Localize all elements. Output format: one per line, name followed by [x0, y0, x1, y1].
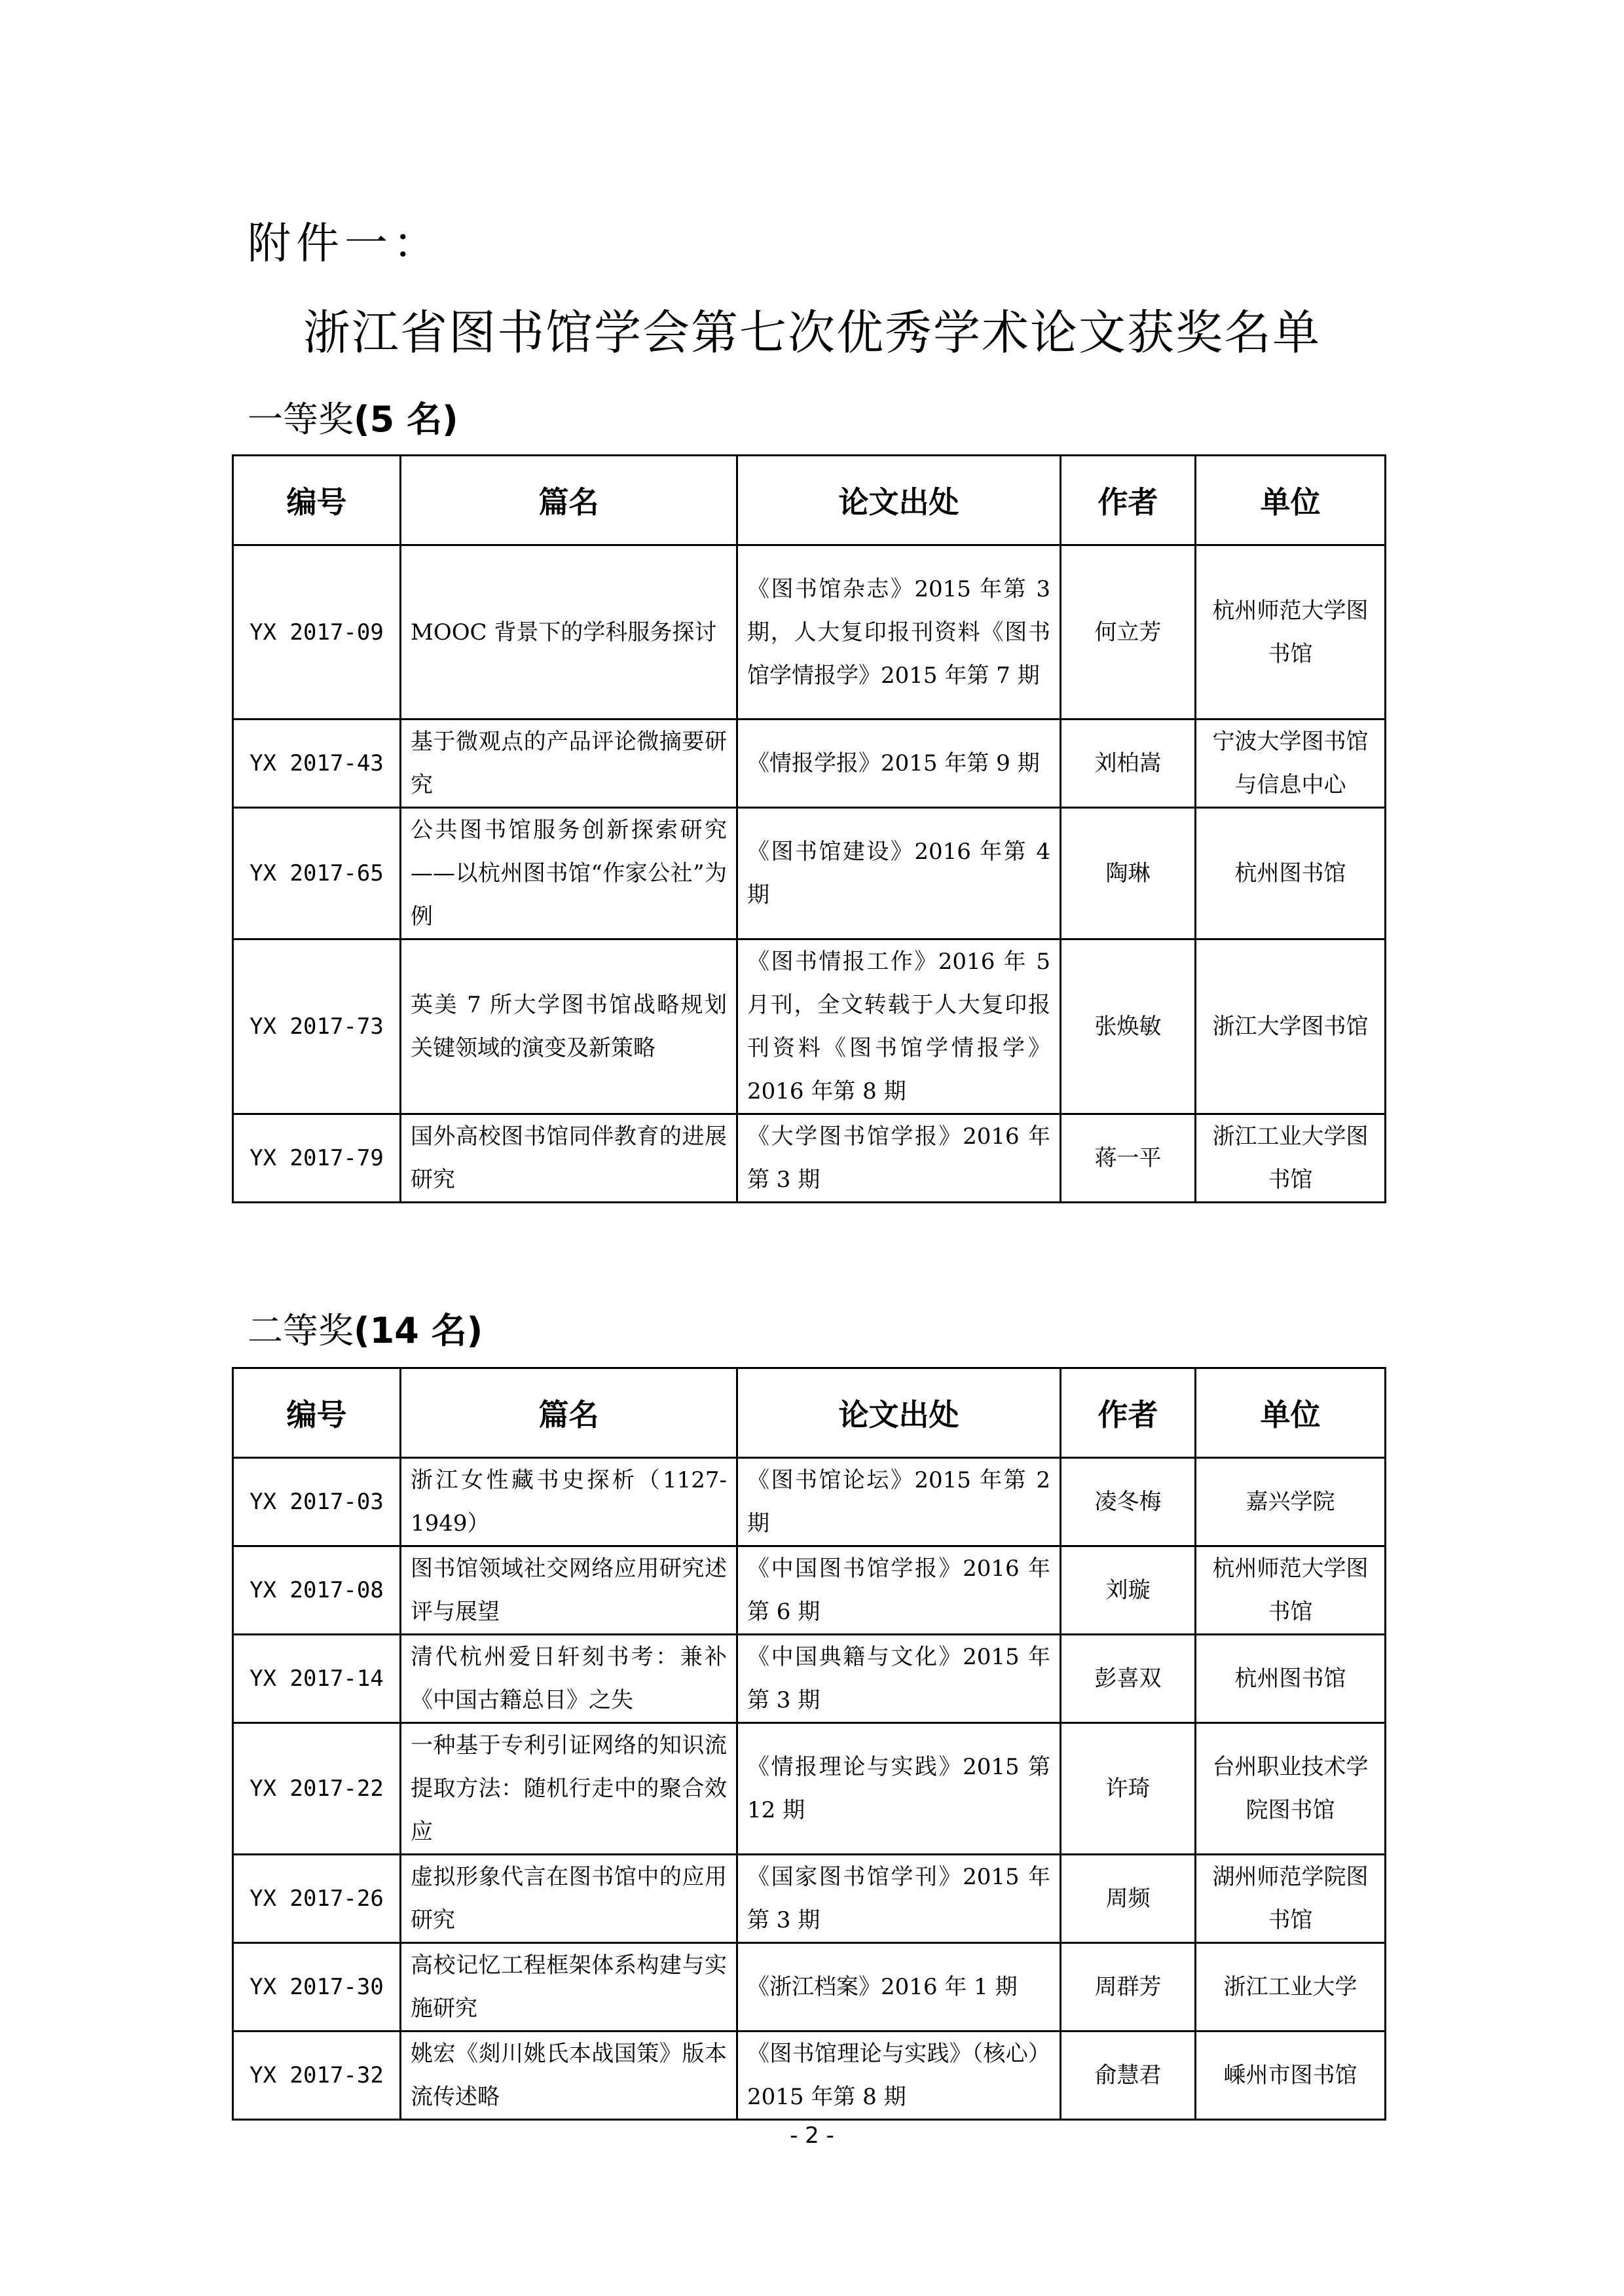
paper-source: 《浙江档案》2016 年 1 期	[737, 1943, 1061, 2032]
paper-title: 公共图书馆服务创新探索研究——以杭州图书馆“作家公社”为例	[401, 808, 737, 939]
paper-source: 《图书馆杂志》2015 年第 3 期，人大复印报刊资料《图书馆学情报学》2015 年第 7 期	[737, 545, 1061, 720]
paper-id: YX 2017-14	[233, 1635, 401, 1723]
paper-id: YX 2017-79	[233, 1114, 401, 1203]
paper-unit: 杭州图书馆	[1196, 1635, 1386, 1723]
table-row	[233, 1546, 1386, 1635]
paper-title: 清代杭州爱日轩刻书考：兼补《中国古籍总目》之失	[401, 1635, 737, 1723]
paper-source: 《图书馆理论与实践》（核心）2015 年第 8 期	[737, 2032, 1061, 2120]
table-row	[233, 720, 1386, 808]
paper-source: 《国家图书馆学刊》2015 年第 3 期	[737, 1855, 1061, 1943]
paper-source: 《图书馆论坛》2015 年第 2 期	[737, 1458, 1061, 1546]
paper-source: 《情报学报》2015 年第 9 期	[737, 720, 1061, 808]
paper-author: 蒋一平	[1061, 1114, 1196, 1203]
second-prize-count: (14 名)	[354, 1310, 483, 1351]
paper-source: 《图书馆建设》2016 年第 4 期	[737, 808, 1061, 939]
first-prize-table	[232, 454, 1386, 1203]
header-unit: 单位	[1196, 1368, 1386, 1458]
table-row	[233, 808, 1386, 939]
paper-author: 刘璇	[1061, 1546, 1196, 1635]
first-prize-rank: 一等奖	[248, 399, 354, 440]
paper-author: 陶琳	[1061, 808, 1196, 939]
second-prize-rank: 二等奖	[248, 1310, 354, 1351]
paper-source: 《中国图书馆学报》2016 年第 6 期	[737, 1546, 1061, 1635]
paper-source: 《图书情报工作》2016 年 5 月刊，全文转载于人大复印报刊资料《图书馆学情报学》2016 年第 8 期	[737, 939, 1061, 1114]
paper-title: 一种基于专利引证网络的知识流提取方法：随机行走中的聚合效应	[401, 1723, 737, 1855]
paper-id: YX 2017-32	[233, 2032, 401, 2120]
annex-label: 附件一：	[248, 218, 441, 268]
paper-title: 基于微观点的产品评论微摘要研究	[401, 720, 737, 808]
paper-unit: 湖州师范学院图书馆	[1196, 1855, 1386, 1943]
paper-unit: 宁波大学图书馆与信息中心	[1196, 720, 1386, 808]
paper-title: 姚宏《剡川姚氏本战国策》版本流传述略	[401, 2032, 737, 2120]
table-row	[233, 2032, 1386, 2120]
header-author: 作者	[1061, 456, 1196, 545]
paper-unit: 杭州图书馆	[1196, 808, 1386, 939]
table-row	[233, 1723, 1386, 1855]
paper-title: 虚拟形象代言在图书馆中的应用研究	[401, 1855, 737, 1943]
header-id: 编号	[233, 1368, 401, 1458]
table-row	[233, 1458, 1386, 1546]
paper-unit: 杭州师范大学图书馆	[1196, 545, 1386, 720]
paper-id: YX 2017-65	[233, 808, 401, 939]
table-row	[233, 1855, 1386, 1943]
document-title: 浙江省图书馆学会第七次优秀学术论文获奖名单	[303, 305, 1321, 360]
header-title: 篇名	[401, 1368, 737, 1458]
paper-id: YX 2017-08	[233, 1546, 401, 1635]
paper-source: 《大学图书馆学报》2016 年第 3 期	[737, 1114, 1061, 1203]
paper-id: YX 2017-43	[233, 720, 401, 808]
paper-unit: 台州职业技术学院图书馆	[1196, 1723, 1386, 1855]
paper-id: YX 2017-03	[233, 1458, 401, 1546]
paper-unit: 嵊州市图书馆	[1196, 2032, 1386, 2120]
paper-unit: 杭州师范大学图书馆	[1196, 1546, 1386, 1635]
paper-author: 俞慧君	[1061, 2032, 1196, 2120]
table-row	[233, 545, 1386, 720]
header-id: 编号	[233, 456, 401, 545]
table-row	[233, 1635, 1386, 1723]
header-source: 论文出处	[737, 456, 1061, 545]
header-source: 论文出处	[737, 1368, 1061, 1458]
paper-source: 《情报理论与实践》2015 第 12 期	[737, 1723, 1061, 1855]
second-prize-heading	[248, 1303, 483, 1353]
paper-title: 国外高校图书馆同伴教育的进展研究	[401, 1114, 737, 1203]
paper-author: 张焕敏	[1061, 939, 1196, 1114]
paper-title: 浙江女性藏书史探析（1127-1949）	[401, 1458, 737, 1546]
paper-author: 刘柏嵩	[1061, 720, 1196, 808]
paper-id: YX 2017-73	[233, 939, 401, 1114]
paper-id: YX 2017-30	[233, 1943, 401, 2032]
table-header-row	[233, 456, 1386, 545]
paper-title: 高校记忆工程框架体系构建与实施研究	[401, 1943, 737, 2032]
table-header-row	[233, 1368, 1386, 1458]
first-prize-count: (5 名)	[354, 399, 458, 440]
paper-unit: 浙江工业大学图书馆	[1196, 1114, 1386, 1203]
paper-unit: 浙江大学图书馆	[1196, 939, 1386, 1114]
paper-unit: 嘉兴学院	[1196, 1458, 1386, 1546]
paper-author: 周群芳	[1061, 1943, 1196, 2032]
second-prize-table	[232, 1367, 1386, 2121]
paper-title: 图书馆领域社交网络应用研究述评与展望	[401, 1546, 737, 1635]
header-author: 作者	[1061, 1368, 1196, 1458]
paper-id: YX 2017-22	[233, 1723, 401, 1855]
table-row	[233, 1943, 1386, 2032]
paper-title: MOOC 背景下的学科服务探讨	[401, 545, 737, 720]
table-row	[233, 939, 1386, 1114]
table-row	[233, 1114, 1386, 1203]
paper-id: YX 2017-09	[233, 545, 401, 720]
paper-author: 彭喜双	[1061, 1635, 1196, 1723]
paper-unit: 浙江工业大学	[1196, 1943, 1386, 2032]
first-prize-heading	[248, 392, 458, 442]
header-title: 篇名	[401, 456, 737, 545]
paper-author: 周频	[1061, 1855, 1196, 1943]
paper-author: 许琦	[1061, 1723, 1196, 1855]
paper-id: YX 2017-26	[233, 1855, 401, 1943]
paper-author: 何立芳	[1061, 545, 1196, 720]
paper-title: 英美 7 所大学图书馆战略规划关键领域的演变及新策略	[401, 939, 737, 1114]
paper-source: 《中国典籍与文化》2015 年第 3 期	[737, 1635, 1061, 1723]
page-number: - 2 -	[790, 2123, 834, 2149]
header-unit: 单位	[1196, 456, 1386, 545]
paper-author: 凌冬梅	[1061, 1458, 1196, 1546]
